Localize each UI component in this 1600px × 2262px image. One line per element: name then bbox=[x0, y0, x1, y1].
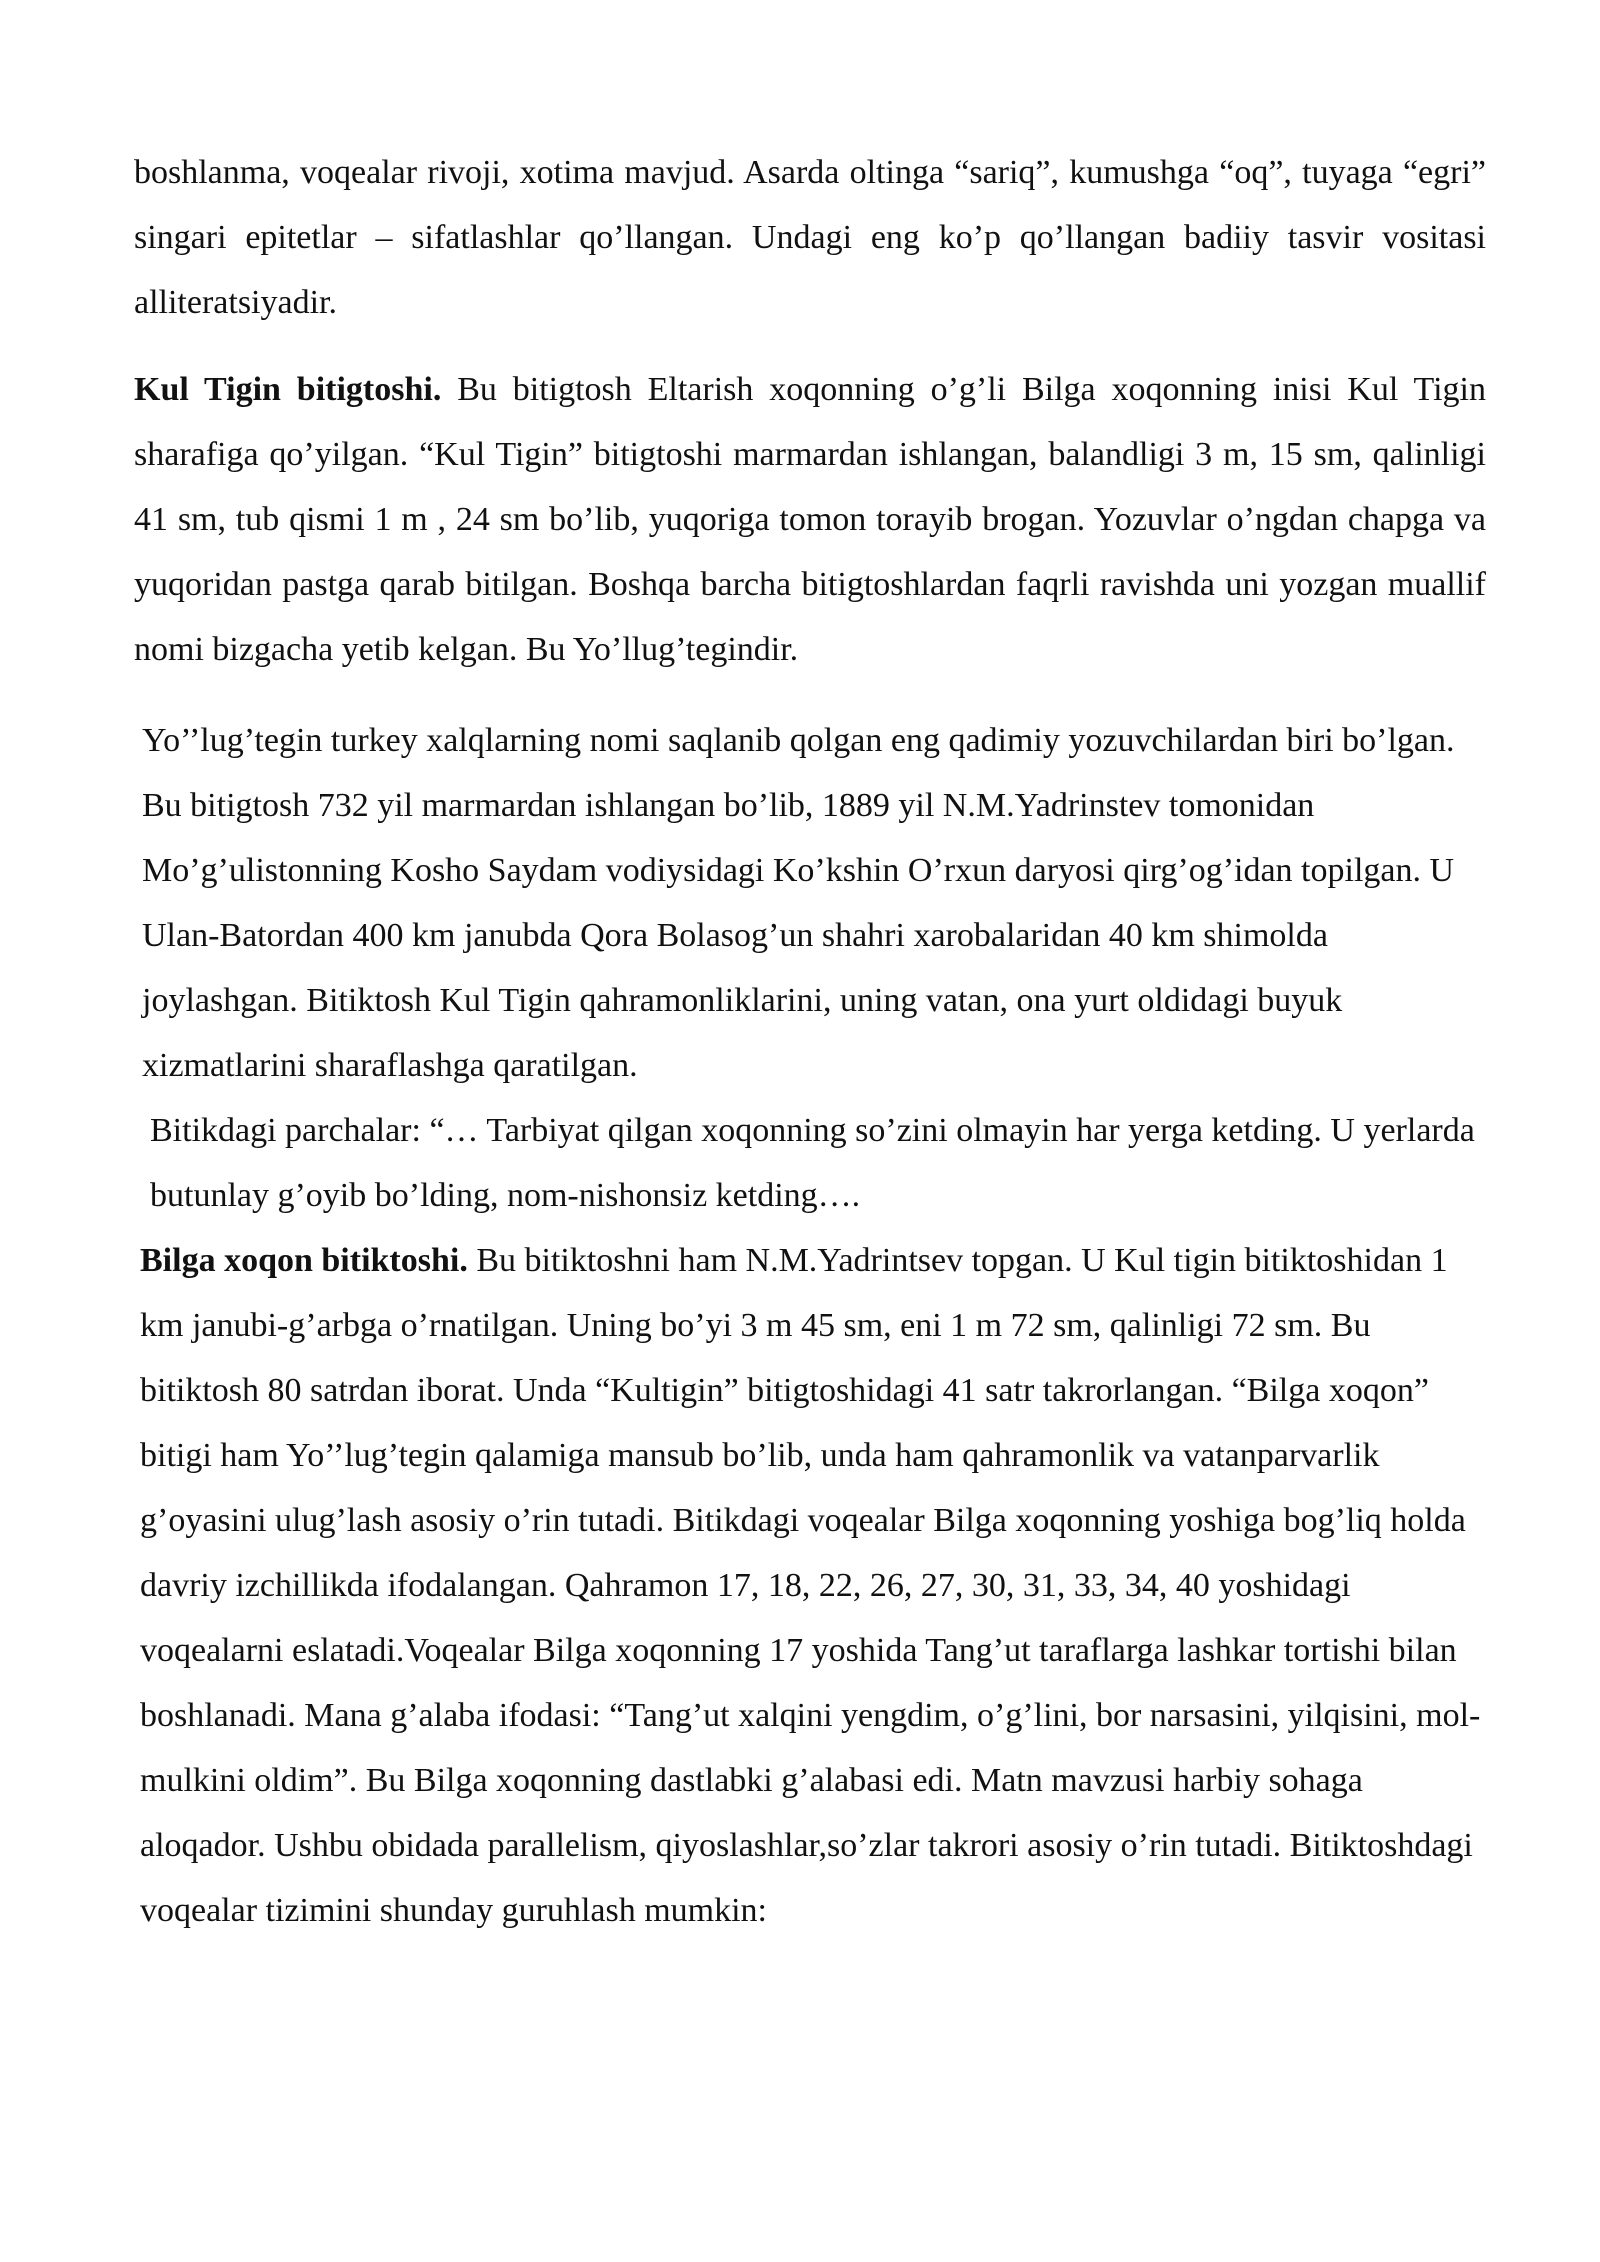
paragraph-yollugtegin bbox=[134, 708, 1486, 1098]
section-heading-bilga-xoqon: Bilga xoqon bitiktoshi. bbox=[140, 1242, 468, 1279]
paragraph-text: boshlanma, voqealar rivoji, xotima mavjud. Asarda oltinga “sariq”, kumushga “oq”, tuyaga “egri” singari epitetlar – sifatlashlar qo’llangan. Undagi eng ko’p qo’llangan badiiy tasvir vositasi alliteratsiyadir. bbox=[134, 154, 1486, 321]
section-heading-kul-tigin: Kul Tigin bitigtoshi. bbox=[134, 371, 442, 408]
paragraph-excerpts bbox=[134, 1098, 1486, 1228]
paragraph-epithets bbox=[134, 140, 1486, 335]
paragraph-text: Bitikdagi parchalar: “… Tarbiyat qilgan xoqonning so’zini olmayin har yerga ketding. U yerlarda butunlay g’oyib bo’lding, nom-nishonsiz ketding…. bbox=[150, 1112, 1475, 1214]
document-page bbox=[134, 140, 1486, 1943]
paragraph-kul-tigin bbox=[134, 357, 1486, 682]
paragraph-text: Bu bitigtosh Eltarish xoqonning o’g’li Bilga xoqonning inisi Kul Tigin sharafiga qo’yilgan. “Kul Tigin” bitigtoshi marmardan ishlangan, balandligi 3 m, 15 sm, qalinligi 41 sm, tub qismi 1 m , 24 sm bo’lib, yuqoriga tomon torayib brogan. Yozuvlar o’ngdan chapga va yuqoridan pastga qarab bitilgan. Boshqa barcha bitigtoshlardan faqrli ravishda uni yozgan muallif nomi bizgacha yetib kelgan. Bu Yo’llug’tegindir. bbox=[134, 371, 1486, 668]
paragraph-text: Bu bitiktoshni ham N.M.Yadrintsev topgan. U Kul tigin bitiktoshidan 1 km janubi-g’arbga o’rnatilgan. Uning bo’yi 3 m 45 sm, eni 1 m 72 sm, qalinligi 72 sm. Bu bitiktosh 80 satrdan iborat. Unda “Kultigin” bitigtoshidagi 41 satr takrorlangan. “Bilga xoqon” bitigi ham Yo’’lug’tegin qalamiga mansub bo’lib, unda ham qahramonlik va vatanparvarlik g’oyasini ulug’lash asosiy o’rin tutadi. Bitikdagi voqealar Bilga xoqonning yoshiga bog’liq holda davriy izchillikda ifodalangan. Qahramon 17, 18, 22, 26, 27, 30, 31, 33, 34, 40 yoshidagi voqealarni eslatadi.Voqealar Bilga xoqonning 17 yoshida Tang’ut taraflarga lashkar tortishi bilan boshlanadi. Mana g’alaba ifodasi: “Tang’ut xalqini yengdim, o’g’lini, bor narsasini, yilqisini, mol-mulkini oldim”. Bu Bilga xoqonning dastlabki g’alabasi edi. Matn mavzusi harbiy sohaga aloqador. Ushbu obidada parallelism, qiyoslashlar,so’zlar takrori asosiy o’rin tutadi. Bitiktoshdagi voqealar tizimini shunday guruhlash mumkin: bbox=[140, 1242, 1481, 1929]
paragraph-text: Yo’’lug’tegin turkey xalqlarning nomi saqlanib qolgan eng qadimiy yozuvchilardan biri bo’lgan. Bu bitigtosh 732 yil marmardan ishlangan bo’lib, 1889 yil N.M.Yadrinstev tomonidan Mo’g’ulistonning Kosho Saydam vodiysidagi Ko’kshin O’rxun daryosi qirg’og’idan topilgan. U Ulan-Batordan 400 km janubda Qora Bolasog’un shahri xarobalaridan 40 km shimolda joylashgan. Bitiktosh Kul Tigin qahramonliklarini, uning vatan, ona yurt oldidagi buyuk xizmatlarini sharaflashga qaratilgan. bbox=[142, 722, 1455, 1084]
paragraph-bilga-xoqon bbox=[134, 1228, 1486, 1943]
